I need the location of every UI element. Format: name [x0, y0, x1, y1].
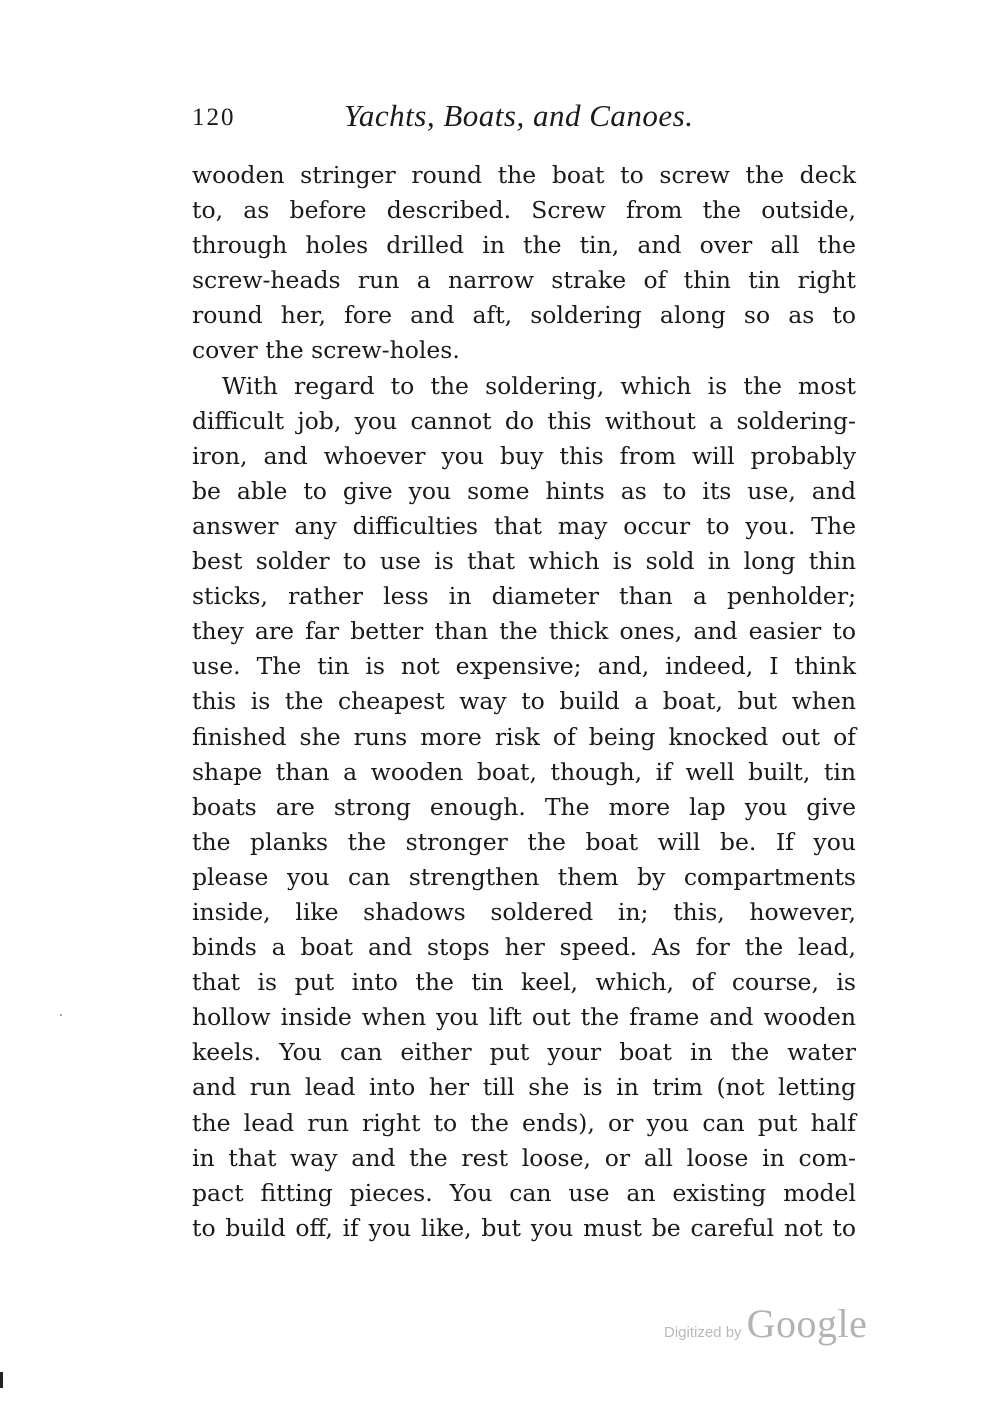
text-line: difficult job, you cannot do this without a soldering-: [192, 406, 856, 435]
page-number: 120: [192, 104, 236, 131]
body-text: [192, 158, 856, 1246]
text-line: this is the cheapest way to build a boat, but when: [192, 687, 856, 716]
running-head: [192, 98, 856, 138]
text-line: hollow inside when you lift out the frame and wooden: [192, 1003, 856, 1032]
text-line: screw-heads run a narrow strake of thin tin right: [192, 266, 856, 295]
digitized-watermark: [664, 1300, 867, 1350]
text-line: best solder to use is that which is sold in long thin: [192, 547, 856, 576]
scan-edge-mark: [0, 1372, 3, 1388]
text-line: the planks the stronger the boat will be. If you: [192, 827, 856, 856]
text-line: and run lead into her till she is in trim (not letting: [192, 1073, 856, 1102]
text-line: please you can strengthen them by compartments: [192, 862, 856, 891]
text-line: the lead run right to the ends), or you can put half: [192, 1108, 856, 1137]
text-line: pact fitting pieces. You can use an existing model: [192, 1178, 856, 1207]
running-title: Yachts, Boats, and Canoes.: [344, 98, 694, 133]
text-line: wooden stringer round the boat to screw the deck: [192, 161, 856, 189]
text-line: finished she runs more risk of being knocked out of: [192, 722, 856, 751]
watermark-brand: Google: [746, 1301, 868, 1346]
text-line: to, as before described. Screw from the outside,: [192, 196, 856, 225]
text-line: that is put into the tin keel, which, of course, is: [192, 968, 856, 997]
text-line: inside, like shadows soldered in; this, however,: [192, 897, 856, 926]
text-line: With regard to the soldering, which is the most: [222, 371, 856, 400]
text-line: be able to give you some hints as to its use, and: [192, 476, 856, 505]
text-line: they are far better than the thick ones, and easier to: [192, 617, 856, 646]
text-line: boats are strong enough. The more lap you give: [192, 792, 856, 821]
text-line: in that way and the rest loose, or all loose in com-: [192, 1143, 856, 1172]
text-line: to build off, if you like, but you must be careful not to: [192, 1213, 856, 1242]
scan-speck: [60, 1014, 62, 1016]
text-line: through holes drilled in the tin, and over all the: [192, 231, 856, 260]
text-line: binds a boat and stops her speed. As for the lead,: [192, 933, 856, 962]
text-line: cover the screw-holes.: [192, 336, 460, 365]
text-line: answer any difficulties that may occur to you. The: [192, 511, 856, 540]
text-line: iron, and whoever you buy this from will probably: [192, 441, 856, 470]
text-line: keels. You can either put your boat in the water: [192, 1038, 856, 1067]
text-line: use. The tin is not expensive; and, indeed, I think: [192, 652, 856, 681]
watermark-prefix: Digitized by: [664, 1324, 742, 1341]
text-line: shape than a wooden boat, though, if well built, tin: [192, 757, 856, 786]
text-line: round her, fore and aft, soldering along so as to: [192, 301, 856, 330]
text-line: sticks, rather less in diameter than a penholder;: [192, 582, 856, 611]
